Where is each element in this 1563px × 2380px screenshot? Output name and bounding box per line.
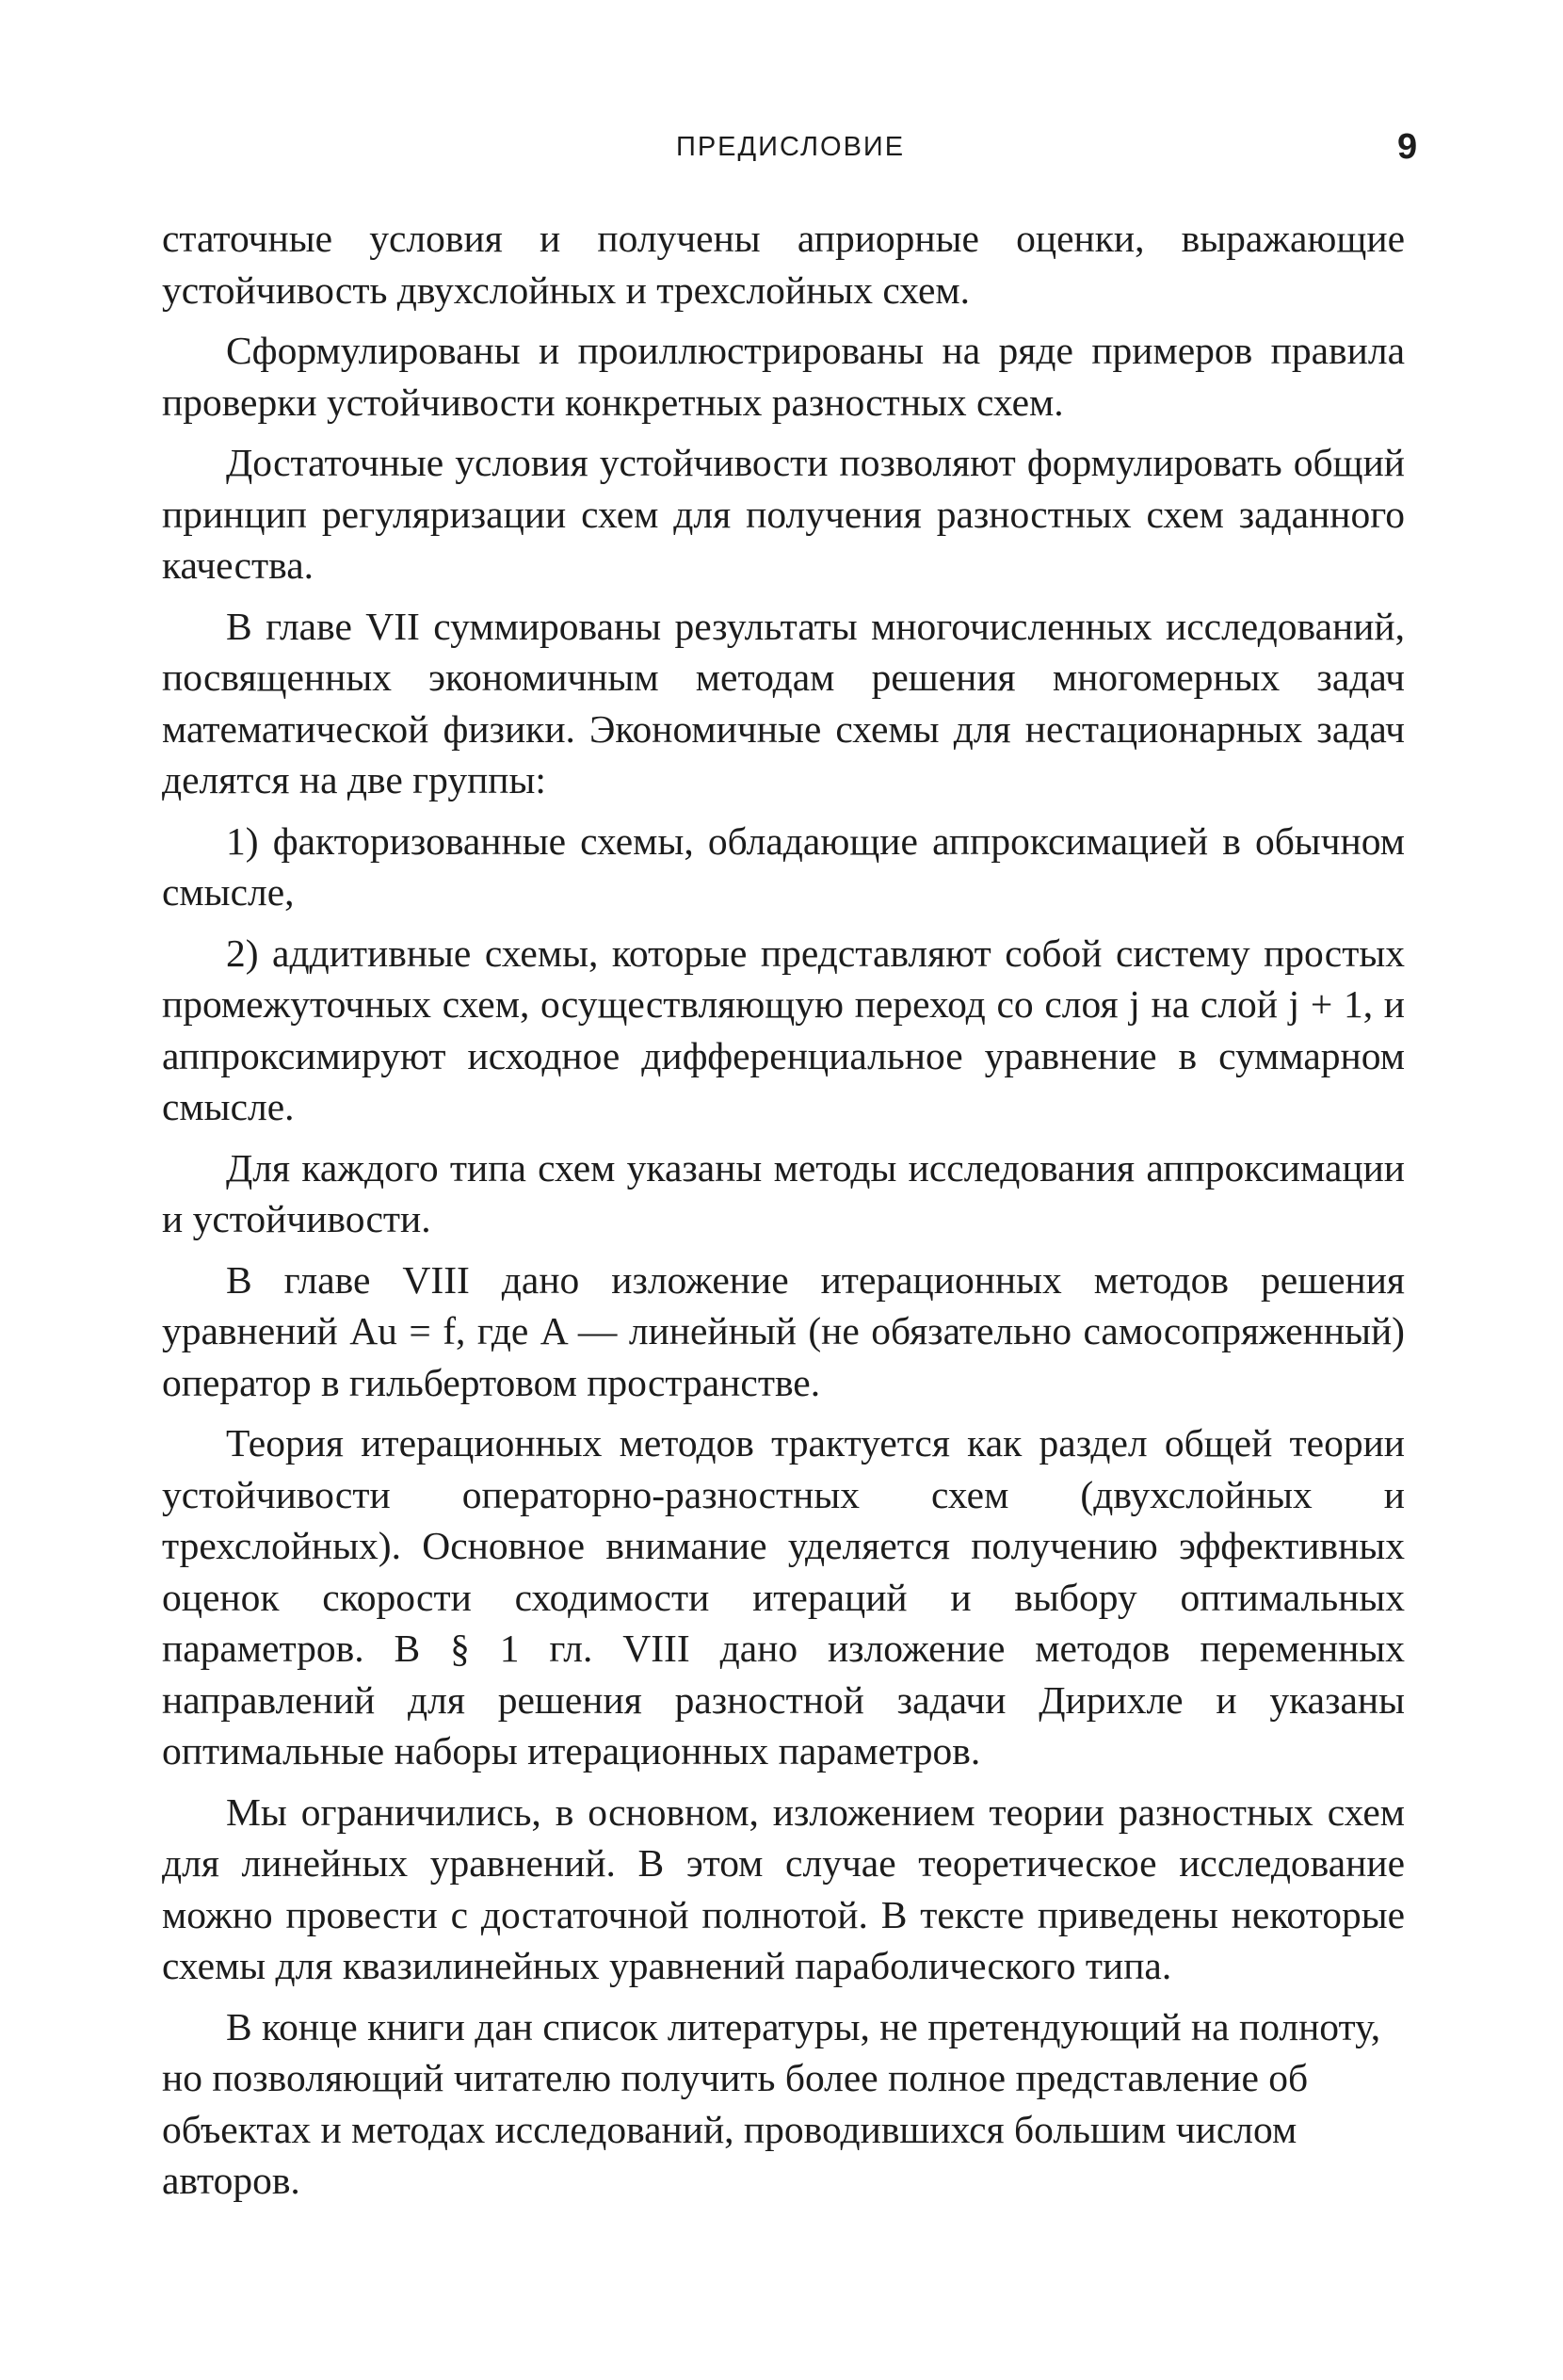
paragraph: Теория итерационных методов трактуется как раздел общей теории устойчивости операторно-разностных схем (двухслойных и трехслойных). Основное внимание уделяется получению эффективных оценок скорости сходимости итераций и выбору оптимальных параметров. В § 1 гл. VIII дано изложение методов переменных направлений для решения разностной задачи Дирихле и указаны оптимальные наборы итерационных параметров.: [162, 1421, 1405, 1773]
body-text: [162, 213, 1405, 2216]
running-head: [0, 128, 1563, 166]
paragraph: В конце книги дан список литературы, не претендующий на полноту, но позволяющий читателю получить более полное представление об объектах и методах исследований, проводившихся большим числом авторов.: [162, 2004, 1381, 2202]
list-item: 1) факторизованные схемы, обладающие аппроксимацией в обычном смысле,: [162, 818, 1405, 914]
paragraph: Достаточные условия устойчивости позволяют формулировать общий принцип регуляризации схем для получения разностных схем заданного качества.: [162, 441, 1405, 587]
paragraph: Мы ограничились, в основном, изложением теории разностных схем для линейных уравнений. В этом случае теоретическое исследование можно провести с достаточной полнотой. В тексте приведены некоторые схемы для квазилинейных уравнений параболического типа.: [162, 1789, 1405, 1987]
paragraph: Для каждого типа схем указаны методы исследования аппроксимации и устойчивости.: [162, 1145, 1405, 1240]
paragraph-continued: статочные условия и получены априорные оценки, выражающие устойчивость двухслойных и трехслойных схем.: [162, 217, 1405, 312]
paragraph: Сформулированы и проиллюстрированы на ряде примеров правила проверки устойчивости конкретных разностных схем.: [162, 329, 1405, 424]
running-title: ПРЕДИСЛОВИЕ: [676, 132, 906, 162]
page-number: 9: [1397, 127, 1418, 167]
list-item: 2) аддитивные схемы, которые представляют собой систему простых промежуточных схем, осуществляющую переход со слоя j на слой j + 1, и аппроксимируют исходное дифференциальное уравнение в суммарном смысле.: [162, 931, 1405, 1128]
paragraph: В главе VII суммированы результаты многочисленных исследований, посвященных экономичным методам решения многомерных задач математической физики. Экономичные схемы для нестационарных задач делятся на две группы:: [162, 604, 1405, 801]
paragraph: В главе VIII дано изложение итерационных методов решения уравнений Au = f, где A — линейный (не обязательно самосопряженный) оператор в гильбертовом пространстве.: [162, 1257, 1405, 1404]
